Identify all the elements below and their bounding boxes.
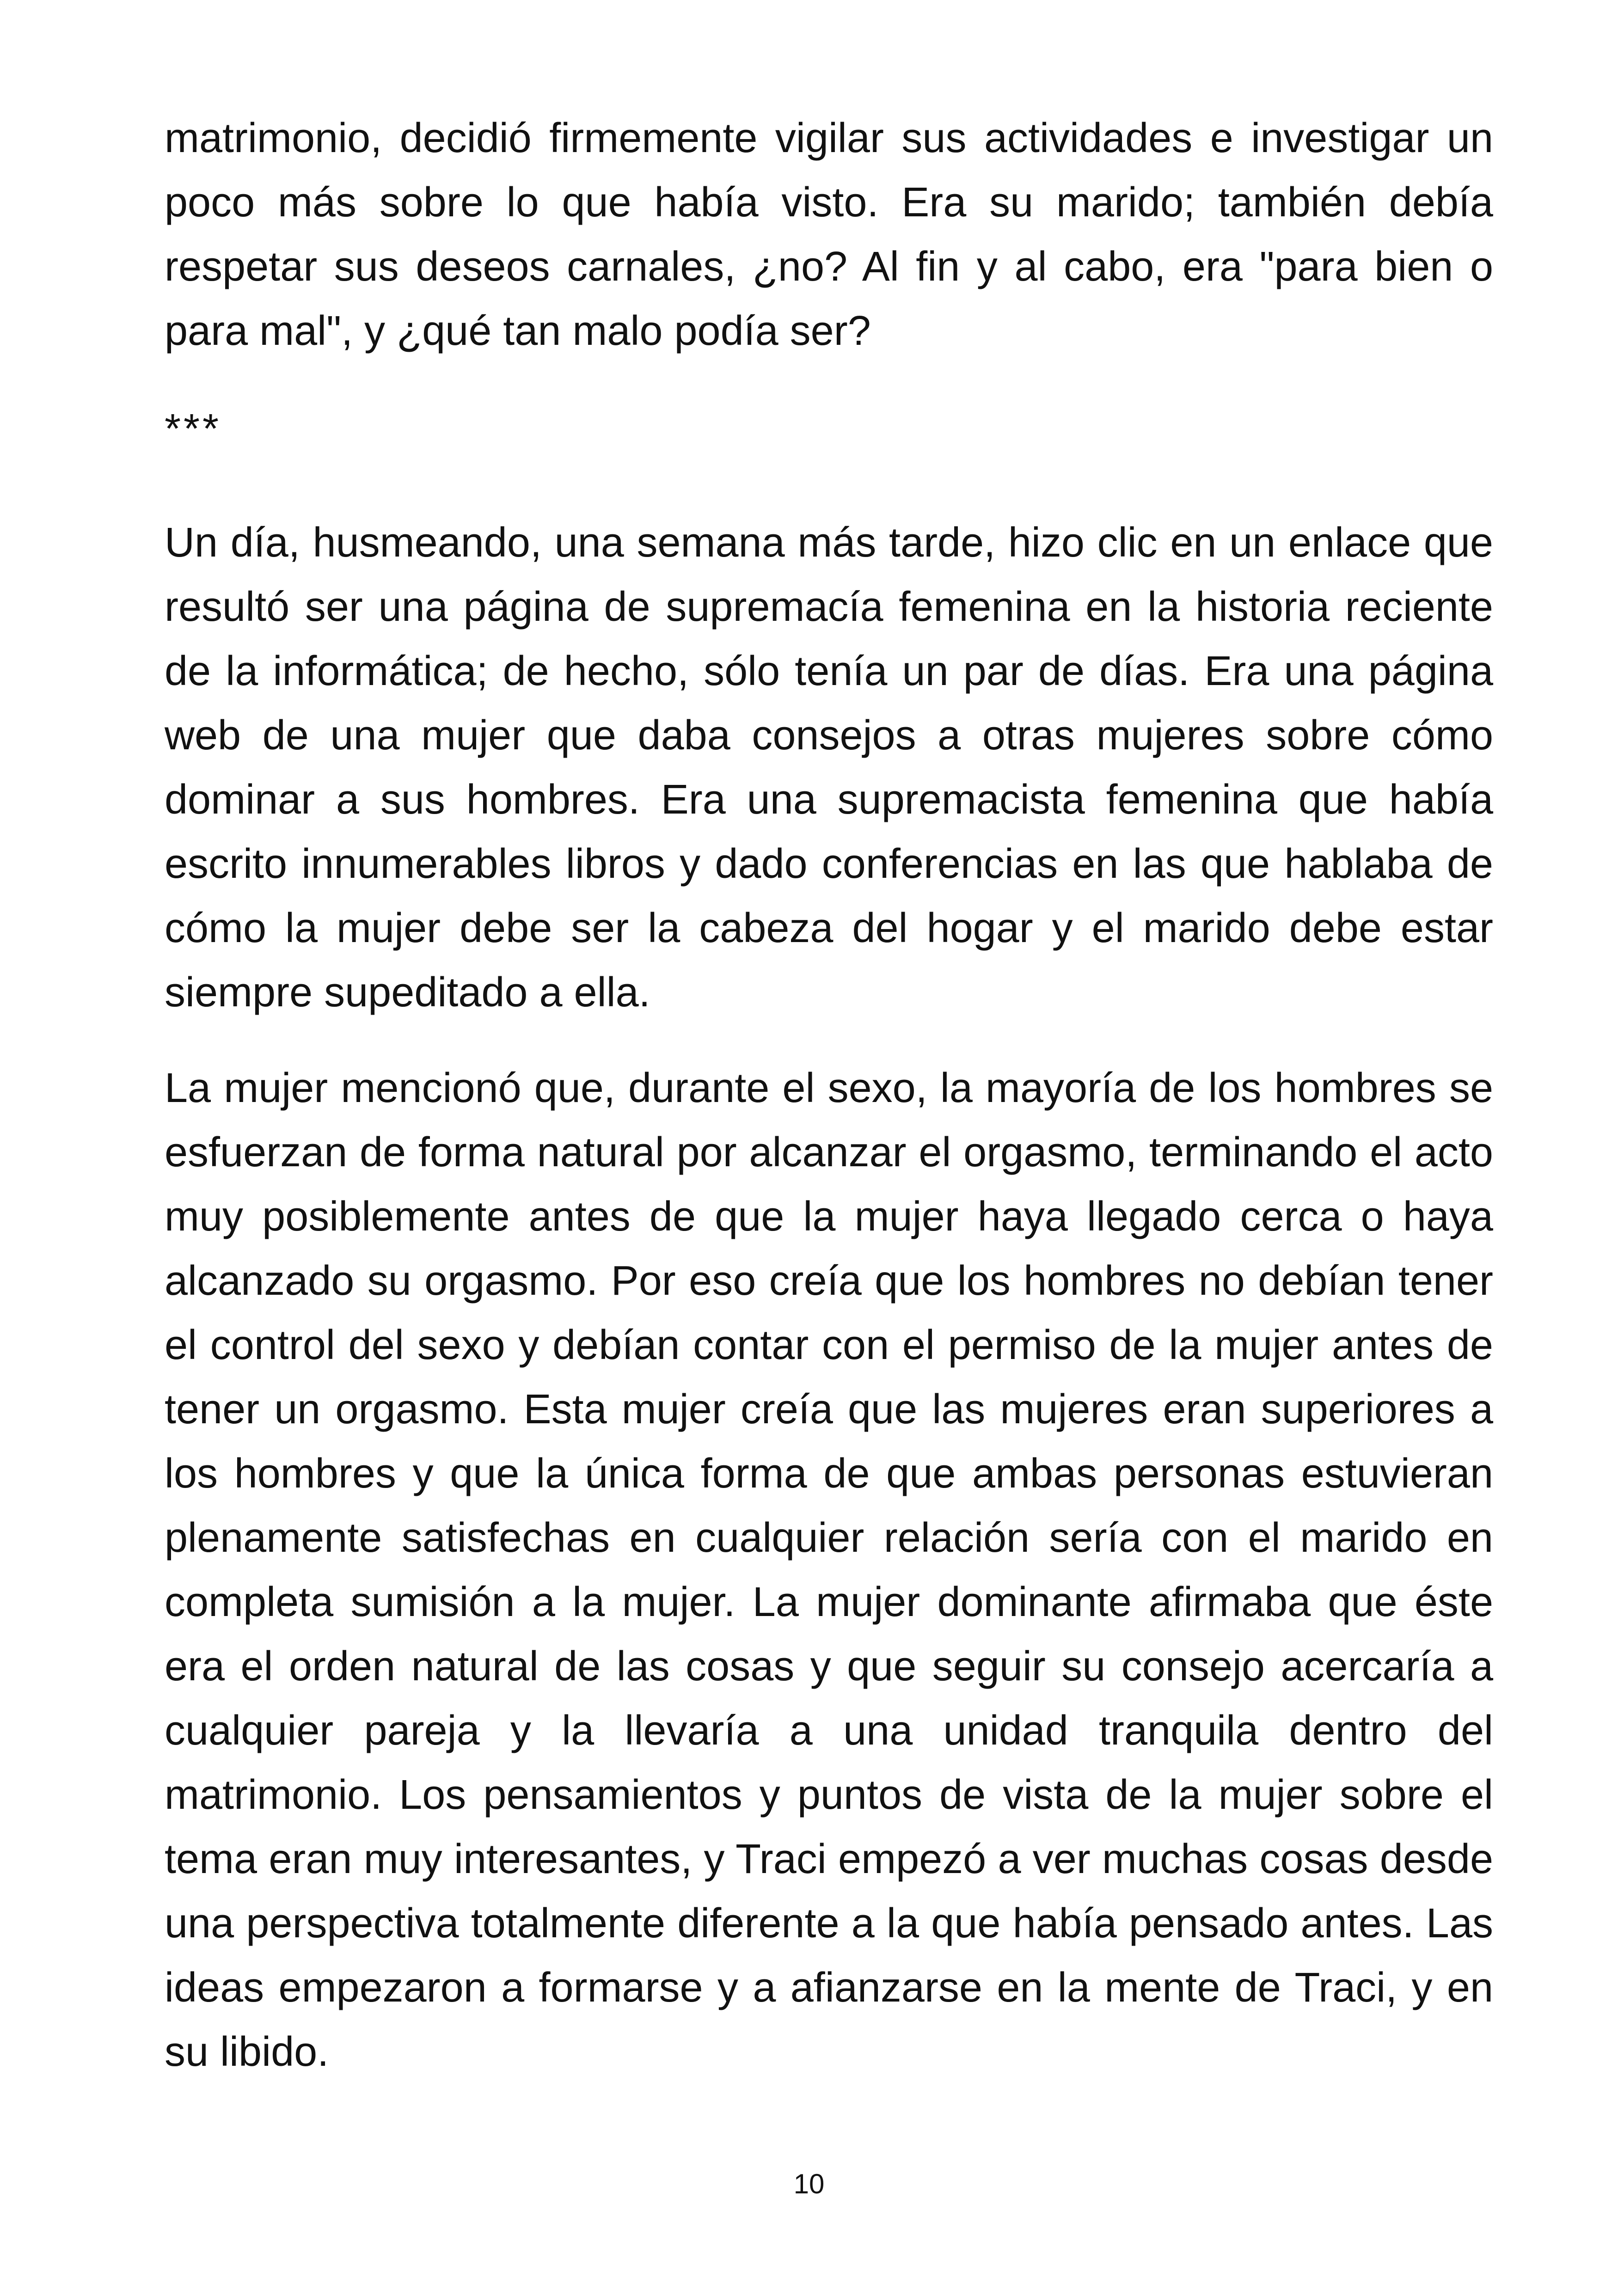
page-number: 10 (793, 2168, 825, 2199)
page-body (165, 106, 1493, 2084)
scene-separator: *** (165, 406, 222, 452)
paragraph-2: Un día, husmeando, una semana más tarde, hizo clic en un enlace que resultó ser una página de supremacía femenina en la historia reciente de la informática; de hecho, sólo tenía un par de días. Era una página web de una mujer que daba consejos a otras mujeres sobre cómo dominar a sus hombres. Era una supremacista femenina que había escrito innumerables libros y dado conferencias en las que hablaba de cómo la mujer debe ser la cabeza del hogar y el marido debe estar siempre supeditado a ella. (165, 520, 1493, 1016)
paragraph-1: matrimonio, decidió firmemente vigilar sus actividades e investigar un poco más sobre lo que había visto. Era su marido; también debía respetar sus deseos carnales, ¿no? Al fin y al cabo, era "para bien o para mal", y ¿qué tan malo podía ser? (165, 115, 1493, 354)
paragraph-3: La mujer mencionó que, durante el sexo, la mayoría de los hombres se esfuerzan de forma natural por alcanzar el orgasmo, terminando el acto muy posiblemente antes de que la mujer haya llegado cerca o haya alcanzado su orgasmo. Por eso creía que los hombres no debían tener el control del sexo y debían contar con el permiso de la mujer antes de tener un orgasmo. Esta mujer creía que las mujeres eran superiores a los hombres y que la única forma de que ambas personas estuvieran plenamente satisfechas en cualquier relación sería con el marido en completa sumisión a la mujer. La mujer dominante afirmaba que éste era el orden natural de las cosas y que seguir su consejo acercaría a cualquier pareja y la llevaría a una unidad tranquila dentro del matrimonio. Los pensamientos y puntos de vista de la mujer sobre el tema eran muy interesantes, y Traci empezó a ver muchas cosas desde una perspectiva totalmente diferente a la que había pensado antes. Las ideas empezaron a formarse y a afianzarse en la mente de Traci, y en su libido. (165, 1065, 1493, 2075)
